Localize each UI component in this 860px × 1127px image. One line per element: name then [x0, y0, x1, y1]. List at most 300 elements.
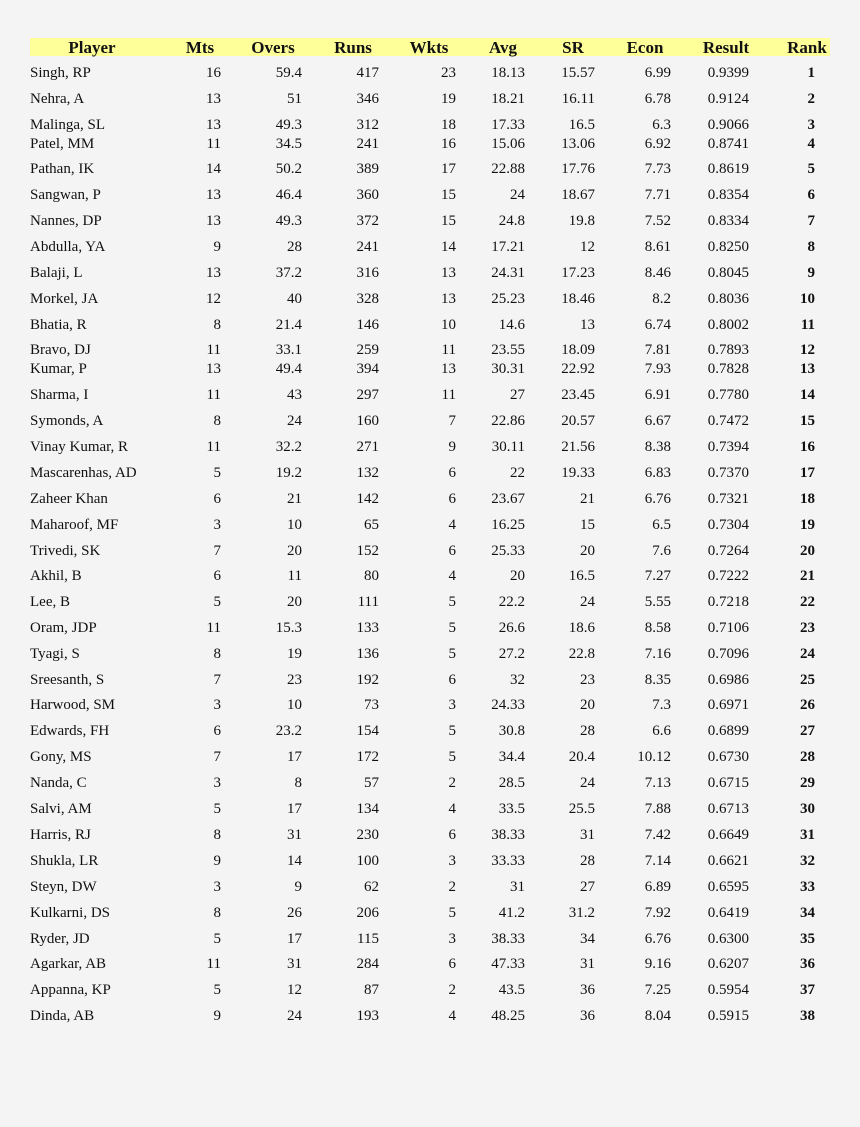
cell-runs: 100: [356, 853, 379, 869]
cell-player: Nehra, A: [30, 91, 85, 107]
cell-runs: 312: [356, 117, 379, 133]
cell-player: Nanda, C: [30, 775, 87, 791]
cell-overs: 19: [287, 646, 302, 662]
cell-runs: 372: [356, 213, 379, 229]
cell-avg: 22: [510, 465, 525, 481]
cell-overs: 59.4: [275, 65, 302, 81]
cell-mts: 3: [213, 775, 221, 791]
cell-mts: 8: [213, 317, 221, 333]
cell-runs: 241: [356, 136, 379, 152]
cell-sr: 36: [580, 1008, 595, 1024]
cell-wkts: 15: [441, 213, 456, 229]
cell-sr: 18.46: [561, 291, 595, 307]
cell-mts: 14: [206, 161, 221, 177]
cell-sr: 13: [580, 317, 595, 333]
cell-player: Salvi, AM: [30, 801, 92, 817]
cell-overs: 49.3: [275, 117, 302, 133]
cell-rank: 32: [800, 853, 815, 869]
cell-overs: 15.3: [275, 620, 302, 636]
cell-avg: 17.21: [491, 239, 525, 255]
cell-mts: 9: [213, 239, 221, 255]
cell-econ: 7.27: [644, 568, 671, 584]
header-mts: Mts: [185, 38, 215, 57]
cell-player: Pathan, IK: [30, 161, 95, 177]
cell-avg: 34.4: [498, 749, 525, 765]
cell-sr: 24: [580, 775, 595, 791]
cell-sr: 28: [580, 723, 595, 739]
cell-avg: 17.33: [491, 117, 525, 133]
cell-result: 0.5915: [707, 1008, 749, 1024]
cell-runs: 65: [364, 517, 379, 533]
cell-econ: 8.35: [644, 672, 671, 688]
cell-player: Steyn, DW: [30, 879, 97, 895]
cell-overs: 49.4: [275, 361, 302, 377]
cell-player: Bhatia, R: [30, 317, 87, 333]
cell-runs: 230: [356, 827, 379, 843]
cell-wkts: 11: [441, 387, 456, 403]
cell-mts: 8: [213, 905, 221, 921]
cell-sr: 19.33: [561, 465, 595, 481]
cell-wkts: 5: [448, 594, 456, 610]
cell-sr: 34: [580, 931, 595, 947]
cell-runs: 146: [356, 317, 379, 333]
cell-result: 0.9124: [707, 91, 749, 107]
cell-result: 0.8036: [707, 291, 749, 307]
cell-mts: 8: [213, 827, 221, 843]
cell-wkts: 2: [448, 982, 456, 998]
cell-overs: 26: [287, 905, 302, 921]
cell-rank: 2: [807, 91, 815, 107]
cell-result: 0.6595: [707, 879, 749, 895]
cell-wkts: 3: [448, 697, 456, 713]
cell-mts: 11: [206, 439, 221, 455]
cell-overs: 17: [287, 749, 302, 765]
cell-econ: 6.5: [652, 517, 671, 533]
cell-mts: 5: [213, 931, 221, 947]
cell-avg: 16.25: [491, 517, 525, 533]
cell-overs: 21: [287, 491, 302, 507]
cell-player: Balaji, L: [30, 265, 83, 281]
cell-player: Sangwan, P: [30, 187, 101, 203]
cell-econ: 7.13: [644, 775, 671, 791]
cell-runs: 271: [356, 439, 379, 455]
cell-runs: 192: [356, 672, 379, 688]
cell-mts: 7: [213, 543, 221, 559]
cell-avg: 26.6: [498, 620, 525, 636]
cell-overs: 31: [287, 827, 302, 843]
cell-overs: 20: [287, 543, 302, 559]
cell-rank: 13: [800, 361, 815, 377]
cell-result: 0.7828: [707, 361, 749, 377]
cell-player: Kulkarni, DS: [30, 905, 110, 921]
cell-overs: 49.3: [275, 213, 302, 229]
cell-avg: 48.25: [491, 1008, 525, 1024]
cell-mts: 11: [206, 956, 221, 972]
cell-rank: 16: [800, 439, 815, 455]
cell-sr: 22.92: [561, 361, 595, 377]
cell-avg: 22.86: [491, 413, 525, 429]
cell-avg: 18.21: [491, 91, 525, 107]
cell-wkts: 17: [441, 161, 456, 177]
cell-runs: 136: [356, 646, 379, 662]
cell-econ: 7.92: [644, 905, 671, 921]
cell-result: 0.6730: [707, 749, 749, 765]
cell-mts: 6: [213, 568, 221, 584]
cell-player: Akhil, B: [30, 568, 82, 584]
cell-avg: 33.5: [498, 801, 525, 817]
cell-result: 0.8741: [707, 136, 749, 152]
cell-avg: 41.2: [498, 905, 525, 921]
cell-wkts: 4: [448, 517, 456, 533]
cell-econ: 7.14: [644, 853, 671, 869]
cell-avg: 47.33: [491, 956, 525, 972]
cell-overs: 19.2: [275, 465, 302, 481]
cell-econ: 8.61: [644, 239, 671, 255]
cell-mts: 9: [213, 1008, 221, 1024]
cell-avg: 14.6: [498, 317, 525, 333]
cell-mts: 5: [213, 801, 221, 817]
cell-result: 0.6971: [707, 697, 749, 713]
cell-player: Morkel, JA: [30, 291, 99, 307]
cell-rank: 14: [800, 387, 815, 403]
cell-overs: 17: [287, 801, 302, 817]
cell-econ: 6.91: [644, 387, 671, 403]
cell-result: 0.6715: [707, 775, 749, 791]
cell-sr: 20: [580, 697, 595, 713]
cell-rank: 35: [800, 931, 815, 947]
cell-wkts: 15: [441, 187, 456, 203]
cell-runs: 259: [356, 342, 379, 358]
cell-result: 0.6899: [707, 723, 749, 739]
cell-wkts: 5: [448, 620, 456, 636]
cell-wkts: 4: [448, 1008, 456, 1024]
cell-wkts: 11: [441, 342, 456, 358]
cell-wkts: 16: [441, 136, 456, 152]
cell-econ: 7.93: [644, 361, 671, 377]
cell-avg: 20: [510, 568, 525, 584]
cell-avg: 22.88: [491, 161, 525, 177]
cell-runs: 193: [356, 1008, 379, 1024]
cell-result: 0.5954: [707, 982, 749, 998]
cell-runs: 360: [356, 187, 379, 203]
cell-rank: 36: [800, 956, 815, 972]
cell-wkts: 5: [448, 723, 456, 739]
cell-result: 0.6207: [707, 956, 749, 972]
cell-result: 0.7222: [707, 568, 749, 584]
cell-player: Sreesanth, S: [30, 672, 105, 688]
cell-rank: 24: [800, 646, 815, 662]
cell-result: 0.7370: [707, 465, 749, 481]
cell-result: 0.8334: [707, 213, 749, 229]
cell-result: 0.7780: [707, 387, 749, 403]
cell-mts: 6: [213, 491, 221, 507]
cell-mts: 13: [206, 91, 221, 107]
cell-avg: 25.23: [491, 291, 525, 307]
cell-wkts: 2: [448, 775, 456, 791]
cell-player: Dinda, AB: [30, 1008, 95, 1024]
cell-sr: 24: [580, 594, 595, 610]
cell-player: Patel, MM: [30, 136, 95, 152]
cell-runs: 417: [356, 65, 379, 81]
cell-econ: 7.42: [644, 827, 671, 843]
cell-econ: 6.74: [644, 317, 671, 333]
cell-rank: 20: [800, 543, 815, 559]
cell-overs: 12: [287, 982, 302, 998]
cell-avg: 38.33: [491, 931, 525, 947]
cell-wkts: 5: [448, 646, 456, 662]
cell-player: Mascarenhas, AD: [30, 465, 137, 481]
cell-result: 0.7106: [707, 620, 749, 636]
cell-sr: 21.56: [561, 439, 595, 455]
cell-overs: 51: [287, 91, 302, 107]
header-sr: SR: [562, 38, 584, 57]
cell-mts: 5: [213, 982, 221, 998]
cell-wkts: 6: [448, 672, 456, 688]
cell-runs: 87: [364, 982, 379, 998]
cell-runs: 389: [356, 161, 379, 177]
cell-econ: 8.46: [644, 265, 671, 281]
cell-mts: 5: [213, 465, 221, 481]
cell-mts: 9: [213, 853, 221, 869]
cell-econ: 7.88: [644, 801, 671, 817]
cell-player: Sharma, I: [30, 387, 89, 403]
cell-rank: 28: [800, 749, 815, 765]
cell-runs: 134: [356, 801, 379, 817]
cell-rank: 38: [800, 1008, 815, 1024]
cell-sr: 31.2: [568, 905, 595, 921]
cell-result: 0.6419: [707, 905, 749, 921]
cell-overs: 46.4: [275, 187, 302, 203]
cell-mts: 5: [213, 594, 221, 610]
cell-avg: 38.33: [491, 827, 525, 843]
cell-sr: 16.11: [561, 91, 595, 107]
cell-sr: 16.5: [568, 117, 595, 133]
cell-rank: 25: [800, 672, 815, 688]
cell-avg: 27: [510, 387, 525, 403]
cell-sr: 21: [580, 491, 595, 507]
cell-mts: 11: [206, 136, 221, 152]
cell-sr: 23.45: [561, 387, 595, 403]
cell-sr: 22.8: [568, 646, 595, 662]
cell-rank: 19: [800, 517, 815, 533]
cell-result: 0.6649: [707, 827, 749, 843]
cell-avg: 24: [510, 187, 525, 203]
cell-mts: 13: [206, 361, 221, 377]
cell-player: Appanna, KP: [30, 982, 111, 998]
cell-result: 0.6986: [707, 672, 749, 688]
cell-rank: 29: [800, 775, 815, 791]
cell-player: Malinga, SL: [30, 117, 105, 133]
cell-result: 0.7304: [707, 517, 749, 533]
cell-econ: 6.78: [644, 91, 671, 107]
cell-wkts: 2: [448, 879, 456, 895]
cell-overs: 43: [287, 387, 302, 403]
cell-wkts: 6: [448, 491, 456, 507]
cell-avg: 30.11: [491, 439, 525, 455]
cell-player: Lee, B: [30, 594, 70, 610]
cell-player: Ryder, JD: [30, 931, 90, 947]
cell-avg: 30.8: [498, 723, 525, 739]
cell-overs: 14: [287, 853, 302, 869]
cell-overs: 11: [287, 568, 302, 584]
cell-econ: 8.2: [652, 291, 671, 307]
cell-sr: 23: [580, 672, 595, 688]
cell-econ: 6.76: [644, 491, 671, 507]
cell-econ: 10.12: [637, 749, 671, 765]
cell-econ: 6.76: [644, 931, 671, 947]
cell-wkts: 6: [448, 543, 456, 559]
cell-rank: 37: [800, 982, 815, 998]
cell-econ: 7.71: [644, 187, 671, 203]
cell-overs: 24: [287, 1008, 302, 1024]
cell-result: 0.8619: [707, 161, 749, 177]
cell-player: Shukla, LR: [30, 853, 99, 869]
cell-econ: 8.58: [644, 620, 671, 636]
cell-sr: 17.76: [561, 161, 595, 177]
cell-rank: 30: [800, 801, 815, 817]
cell-mts: 16: [206, 65, 221, 81]
cell-result: 0.8002: [707, 317, 749, 333]
cell-rank: 5: [807, 161, 815, 177]
cell-sr: 19.8: [568, 213, 595, 229]
cell-rank: 12: [800, 342, 815, 358]
cell-overs: 33.1: [275, 342, 302, 358]
cell-avg: 22.2: [498, 594, 525, 610]
cell-avg: 18.13: [491, 65, 525, 81]
cell-runs: 57: [364, 775, 379, 791]
cell-econ: 8.04: [644, 1008, 671, 1024]
cell-player: Bravo, DJ: [30, 342, 91, 358]
cell-avg: 28.5: [498, 775, 525, 791]
cell-sr: 27: [580, 879, 595, 895]
cell-wkts: 3: [448, 853, 456, 869]
cell-sr: 16.5: [568, 568, 595, 584]
cell-runs: 284: [356, 956, 379, 972]
cell-avg: 24.31: [491, 265, 525, 281]
cell-rank: 22: [800, 594, 815, 610]
cell-mts: 3: [213, 517, 221, 533]
cell-avg: 25.33: [491, 543, 525, 559]
cell-sr: 25.5: [568, 801, 595, 817]
cell-wkts: 13: [441, 361, 456, 377]
cell-result: 0.7394: [707, 439, 749, 455]
cell-runs: 111: [357, 594, 379, 610]
header-player: Player: [68, 38, 116, 57]
cell-rank: 6: [807, 187, 815, 203]
cell-overs: 8: [294, 775, 302, 791]
cell-runs: 152: [356, 543, 379, 559]
cell-rank: 26: [800, 697, 815, 713]
cell-econ: 7.52: [644, 213, 671, 229]
cell-result: 0.7264: [707, 543, 749, 559]
cell-player: Edwards, FH: [30, 723, 110, 739]
cell-runs: 115: [357, 931, 379, 947]
cell-rank: 4: [807, 136, 815, 152]
cell-sr: 18.67: [561, 187, 595, 203]
cell-rank: 11: [800, 317, 815, 333]
cell-result: 0.6300: [707, 931, 749, 947]
cell-wkts: 7: [448, 413, 456, 429]
header-rank: Rank: [787, 38, 827, 57]
cell-rank: 31: [800, 827, 815, 843]
cell-mts: 7: [213, 749, 221, 765]
cell-result: 0.9066: [707, 117, 749, 133]
cell-avg: 43.5: [498, 982, 525, 998]
cell-overs: 32.2: [275, 439, 302, 455]
cell-runs: 142: [356, 491, 379, 507]
cell-runs: 172: [356, 749, 379, 765]
header-econ: Econ: [626, 38, 664, 57]
cell-runs: 62: [364, 879, 379, 895]
header-avg: Avg: [488, 38, 517, 57]
header-overs: Overs: [251, 38, 295, 57]
cell-sr: 31: [580, 956, 595, 972]
cell-mts: 13: [206, 117, 221, 133]
cell-rank: 8: [807, 239, 815, 255]
cell-rank: 27: [800, 723, 815, 739]
cell-avg: 30.31: [491, 361, 525, 377]
cell-overs: 40: [287, 291, 302, 307]
cell-result: 0.7218: [707, 594, 749, 610]
cell-rank: 21: [800, 568, 815, 584]
cell-wkts: 6: [448, 956, 456, 972]
cell-econ: 6.67: [644, 413, 671, 429]
cell-econ: 7.3: [652, 697, 671, 713]
cell-rank: 3: [807, 117, 815, 133]
cell-econ: 6.3: [652, 117, 671, 133]
cell-overs: 21.4: [275, 317, 302, 333]
cell-result: 0.7472: [707, 413, 749, 429]
cell-mts: 3: [213, 879, 221, 895]
cell-avg: 24.8: [498, 213, 525, 229]
cell-mts: 8: [213, 413, 221, 429]
cell-runs: 133: [356, 620, 379, 636]
cell-wkts: 13: [441, 265, 456, 281]
cell-runs: 73: [364, 697, 379, 713]
cell-wkts: 23: [441, 65, 456, 81]
cell-sr: 20: [580, 543, 595, 559]
cell-wkts: 10: [441, 317, 456, 333]
cell-econ: 6.92: [644, 136, 671, 152]
cell-player: Symonds, A: [30, 413, 104, 429]
cell-rank: 34: [800, 905, 815, 921]
cell-player: Zaheer Khan: [30, 491, 108, 507]
cell-sr: 31: [580, 827, 595, 843]
cell-sr: 13.06: [561, 136, 595, 152]
cell-mts: 13: [206, 265, 221, 281]
cell-avg: 27.2: [498, 646, 525, 662]
cell-rank: 17: [800, 465, 815, 481]
cell-overs: 23.2: [275, 723, 302, 739]
cell-result: 0.9399: [707, 65, 749, 81]
cell-runs: 316: [356, 265, 379, 281]
cell-avg: 23.55: [491, 342, 525, 358]
cell-overs: 23: [287, 672, 302, 688]
cell-wkts: 3: [448, 931, 456, 947]
cell-rank: 23: [800, 620, 815, 636]
cell-player: Harwood, SM: [30, 697, 115, 713]
cell-overs: 28: [287, 239, 302, 255]
cell-sr: 15.57: [561, 65, 595, 81]
cell-mts: 12: [206, 291, 221, 307]
cell-result: 0.6713: [707, 801, 749, 817]
cell-result: 0.7893: [707, 342, 749, 358]
cell-mts: 11: [206, 387, 221, 403]
cell-econ: 5.55: [644, 594, 671, 610]
cell-wkts: 9: [448, 439, 456, 455]
cell-avg: 24.33: [491, 697, 525, 713]
cell-rank: 9: [807, 265, 815, 281]
